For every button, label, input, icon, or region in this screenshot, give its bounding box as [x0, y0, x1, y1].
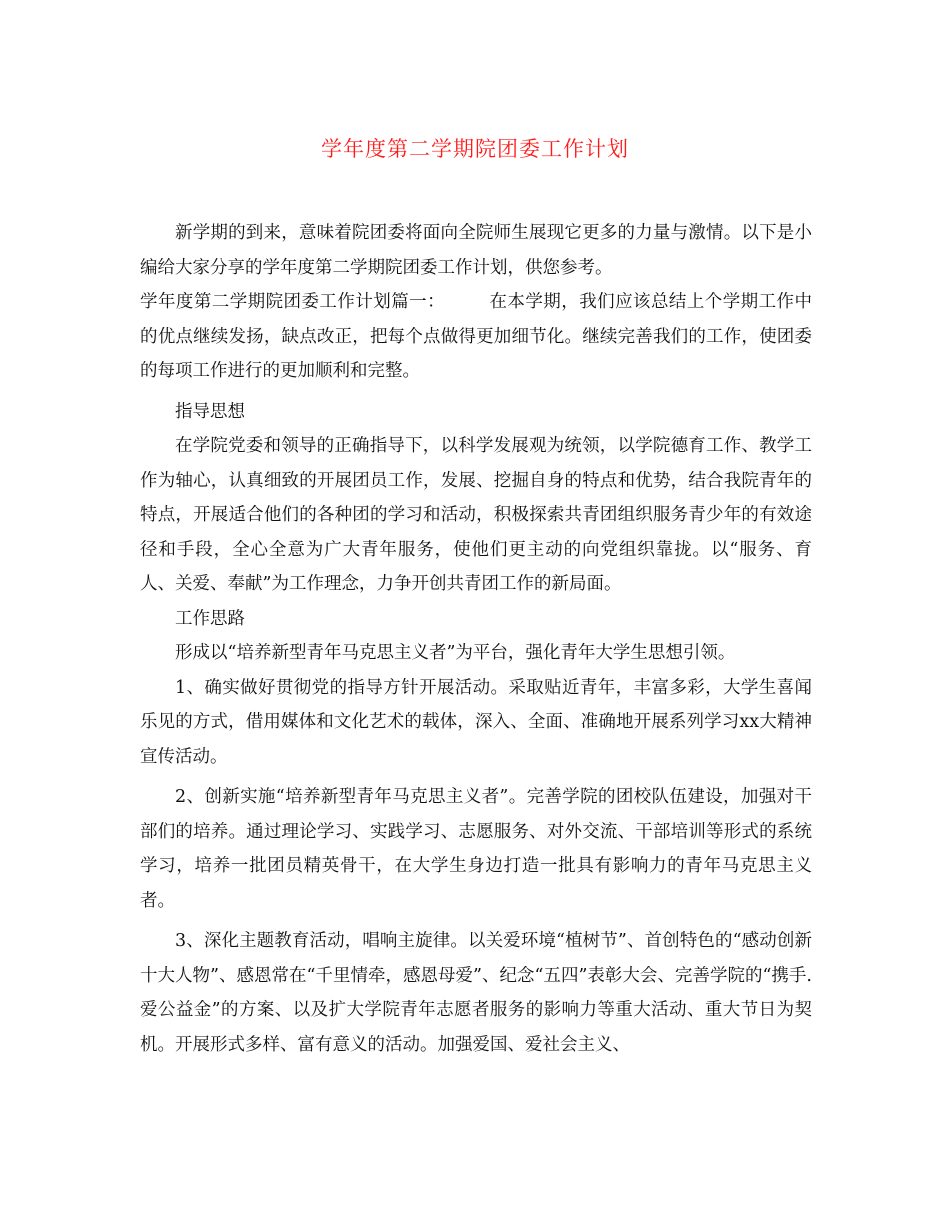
- intro-paragraph: 新学期的到来，意味着院团委将面向全院师生展现它更多的力量与激情。以下是小编给大家分享的学年度第二学期院团委工作计划，供您参考。: [140, 223, 812, 278]
- work-approach-paragraph: 形成以“培养新型青年马克思主义者”为平台，强化青年大学生思想引领。: [175, 643, 736, 663]
- guiding-thought-heading: 指导思想: [175, 401, 245, 422]
- work-approach-heading: 工作思路: [175, 608, 245, 629]
- section-one-text: 在本学期，我们应该总结上个学期工作中的优点继续发扬，缺点改正，把每个点做得更加细节化。继续完善我们的工作，使团委的每项工作进行的更加顺利和完整。: [140, 292, 813, 381]
- item-2-paragraph: 2、创新实施“培养新型青年马克思主义者”。完善学院的团校队伍建设，加强对干部们的培养。通过理论学习、实践学习、志愿服务、对外交流、干部培训等形式的系统学习，培养一批团员精英骨干，在大学生身边打造一批具有影响力的青年马克思主义者。: [140, 787, 812, 911]
- document-title: 学年度第二学期院团委工作计划: [321, 137, 629, 161]
- guiding-thought-paragraph: 在学院党委和领导的正确指导下，以科学发展观为统领，以学院德育工作、教学工作为轴心，认真细致的开展团员工作，发展、挖掘自身的特点和优势，结合我院青年的特点，开展适合他们的各种团的学习和活动，积极探索共青团组织服务青少年的有效途径和手段，全心全意为广大青年服务，使他们更主动的向党组织靠拢。以“服务、育人、关爱、奉献”为工作理念，力争开创共青团工作的新局面。: [140, 436, 812, 594]
- item-1-paragraph: 1、确实做好贯彻党的指导方针开展活动。采取贴近青年，丰富多彩，大学生喜闻乐见的方式，借用媒体和文化艺术的载体，深入、全面、准确地开展系列学习xx大精神宣传活动。: [140, 677, 812, 767]
- section-one-paragraph: [140, 285, 812, 389]
- document-body: [140, 216, 812, 1062]
- section-one-heading: 学年度第二学期院团委工作计划篇一：: [140, 292, 446, 312]
- item-3-paragraph: 3、深化主题教育活动，唱响主旋律。以关爱环境“植树节”、首创特色的“感动创新十大人物”、感恩常在“千里情牵，感恩母爱”、纪念“五四”表彰大会、完善学院的“携手.爱公益金”的方案、以及扩大学院青年志愿者服务的影响力等重大活动、重大节日为契机。开展形式多样、富有意义的活动。加强爱国、爱社会主义、: [140, 931, 812, 1055]
